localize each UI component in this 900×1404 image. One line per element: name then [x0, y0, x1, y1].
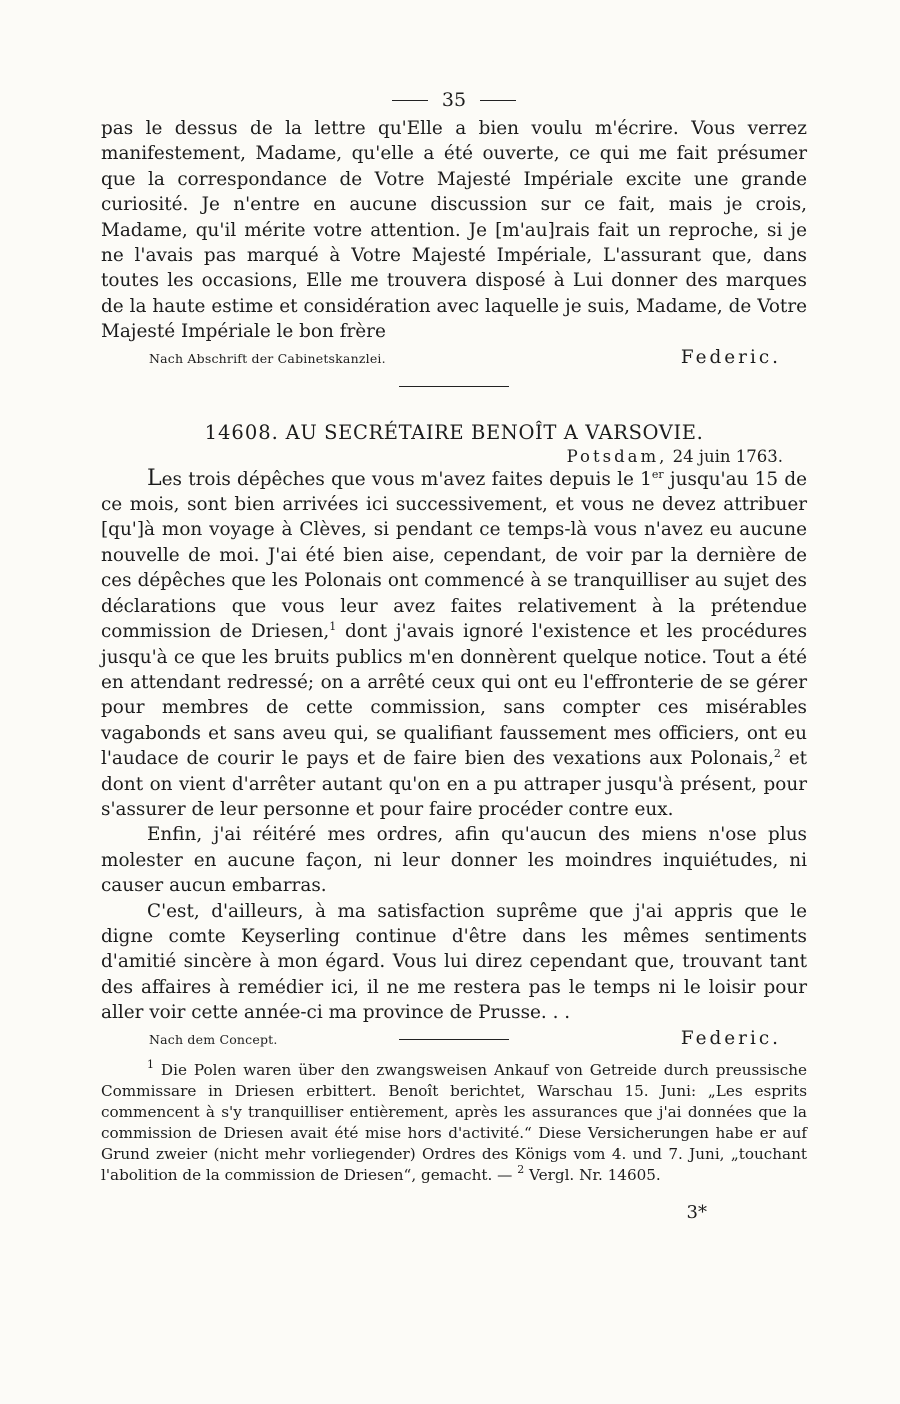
paragraph-1-text-b: jusqu'au 15 de ce mois, sont bien arrivées ici successivement, et vous ne devez attribuer [qu']à mon voyage à Clèves, si pendant ce temps-là vous n'avez eu aucune nouvelle de moi. J'ai été bien aise, cependant, de voir par la dernière de ces dépêches que les Polonais ont commencé à se tranquilliser au sujet des déclarations que vous leur avez faites relativement à la prétendue commission de Driesen,: [101, 468, 808, 643]
dateline-place: Potsdam,: [566, 446, 668, 466]
letter-heading: [101, 421, 807, 444]
paragraph-1-text-c: dont j'avais ignoré l'existence et les procédures jusqu'à ce que les bruits publics m'en donnèrent quelque notice. Tout a été en attendant redressé; on a arrêté ceux qui ont eu l'effronterie de se gérer pour membres de cette commission, sans compter ces misérables vagabonds et sans aveu qui, se qualifiant faussement mes officiers, ont eu l'audace de courir le pays et de faire bien des vexations aux Polonais,: [101, 621, 808, 770]
header-dash-right: [480, 100, 516, 101]
signature: Federic.: [680, 1027, 781, 1049]
letter-number: 14608.: [204, 420, 279, 444]
footnote-ref-1: 1: [329, 620, 337, 634]
signature-mark: 3*: [686, 1201, 707, 1223]
source-note: Nach dem Concept.: [149, 1031, 278, 1047]
paragraph-1: [101, 466, 807, 823]
paragraph-2: Enfin, j'ai réitéré mes ordres, afin qu'aucun des miens n'ose plus molester en aucune façon, ni leur donner les moindres inquiétudes, ni causer aucun embarras.: [101, 824, 807, 897]
page-header: [101, 84, 807, 116]
section-divider: [399, 386, 509, 387]
source-note: Nach Abschrift der Cabinetskanzlei.: [149, 350, 386, 366]
dateline-date: 24 juin 1763.: [672, 446, 783, 466]
letter-continuation-text: pas le dessus de la lettre qu'Elle a bien voulu m'écrire. Vous verrez manifestement, Madame, qu'elle a été ouverte, ce qui me fait présumer que la correspondance de Votre Majesté Impériale excite une grande curiosité. Je n'entre en aucune discussion sur ce fait, mais je crois, Madame, qu'il mérite votre attention. Je [m'au]rais fait un reproche, si je ne l'avais pas marqué à Votre Majesté Impériale, L'assurant que, dans toutes les occasions, Elle me trouvera disposé à Lui donner des marques de la haute estime et considération avec laquelle je suis, Madame, de Votre Majesté Impériale le bon frère: [101, 118, 807, 343]
initial-letter: L: [147, 465, 162, 491]
footnote-1-mark: 1: [147, 1057, 154, 1071]
footnote-2-text: Vergl. Nr. 14605.: [524, 1165, 661, 1184]
paragraph-1-text-a: es trois dépêches que vous m'avez faites depuis le 1: [161, 468, 652, 490]
footnote-1: [101, 1057, 807, 1186]
superscript-er: er: [651, 467, 664, 481]
page-number: 35: [441, 89, 467, 111]
footnote-1-text: Die Polen waren über den zwangsweisen Ankauf von Getreide durch preussische Commissare in Driesen erbittert. Benoît berichtet, Warschau 15. Juni: „Les esprits commencent à s'y tranquilliser entièrement, après les assurances que j'ai données que la commission de Driesen avait été mise hors d'activité.“ Diese Versicherungen habe er auf Grund zweier (nicht mehr vorliegender) Ordres des Königs vom 4. und 7. Juni, „touchant l'abolition de la commission de Driesen“, gemacht. —: [101, 1060, 807, 1184]
dateline: [101, 447, 807, 466]
header-dash-left: [392, 100, 428, 101]
signature: Federic.: [680, 346, 781, 368]
footnote-ref-2: 2: [773, 747, 781, 761]
paragraph-1-text-d: et dont on vient d'arrêter autant qu'on en a pu attraper jusqu'à présent, pour s'assurer de leur personne et pour faire procéder contre eux.: [101, 748, 807, 820]
letter-body: [101, 466, 807, 1026]
document-page: [101, 84, 807, 1223]
footnotes: [101, 1057, 807, 1186]
letter-title: AU SECRÉTAIRE BENOÎT A VARSOVIE.: [285, 420, 704, 444]
footnote-2-mark: 2: [517, 1162, 525, 1176]
footnote-divider: [399, 1039, 509, 1040]
letter-1-closing: [101, 347, 807, 368]
paragraph-3: C'est, d'ailleurs, à ma satisfaction suprême que j'ai appris que le digne comte Keyserling continue d'être dans les mêmes sentiments d'amitié sincère à mon égard. Vous lui direz cependant que, trouvant tant des affaires à remédier ici, il ne me restera pas le temps ni le loisir pour aller voir cette année-ci ma province de Prusse. . .: [101, 900, 807, 1024]
letter-continuation: [101, 116, 807, 345]
